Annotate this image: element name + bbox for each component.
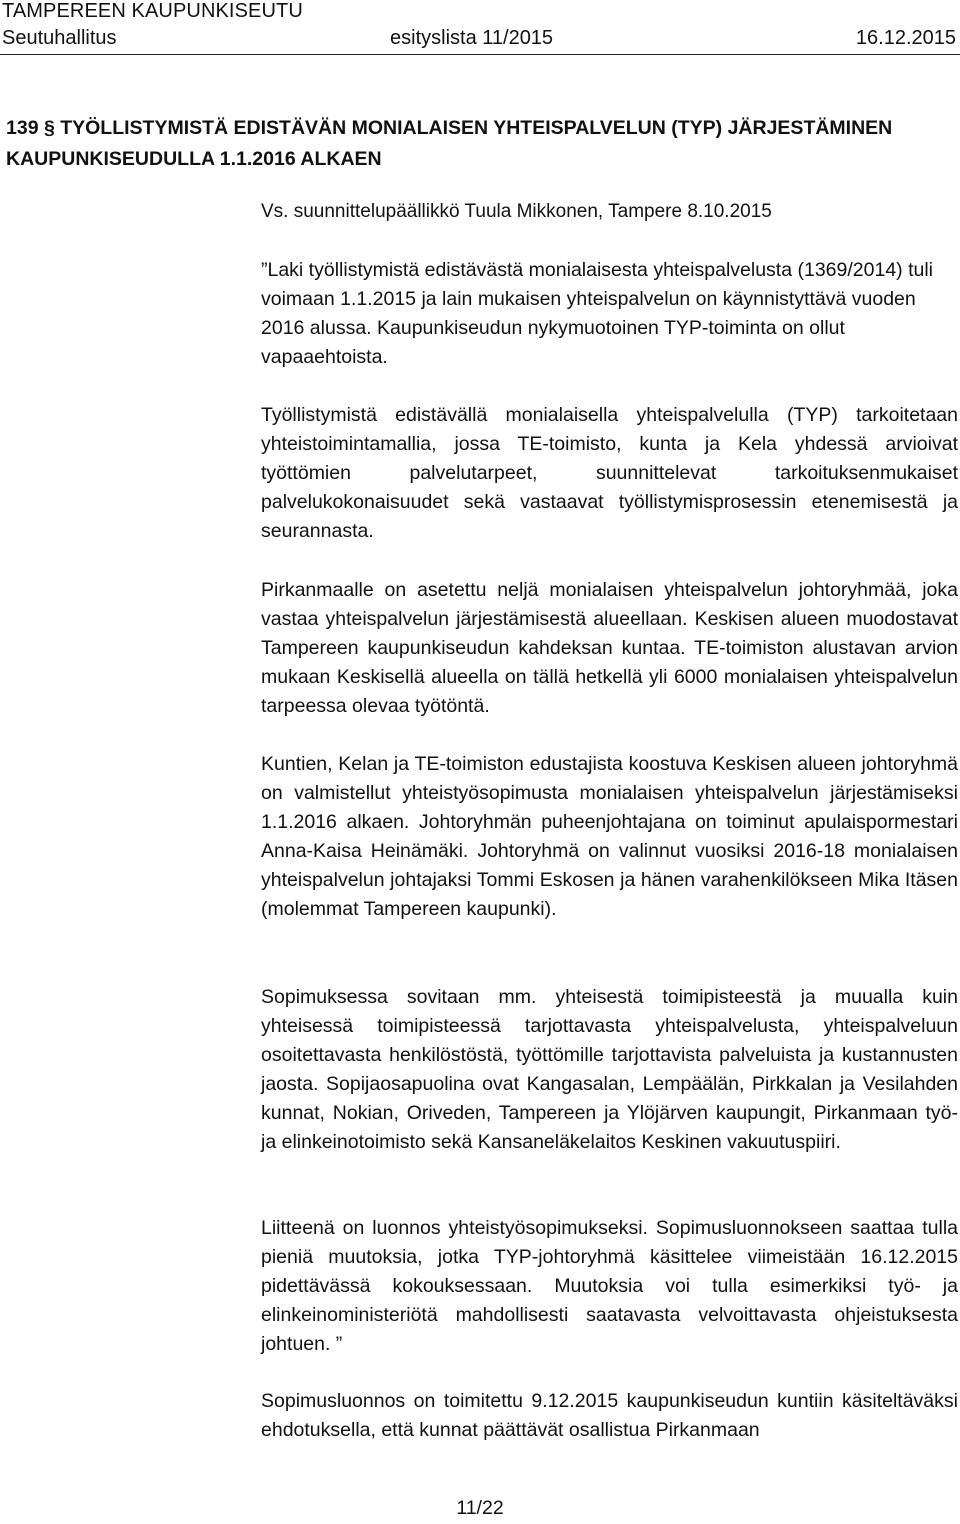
quote-part-2: Kaupunkiseudun nykymuotoinen TYP-toiminta on ollut vapaaehtoista. bbox=[261, 317, 845, 368]
header-divider bbox=[0, 54, 960, 55]
paragraph-text: Työllistymistä edistävällä monialaisella yhteispalvelulla (TYP) tarkoitetaan yhteistoimintamallia, jossa TE-toimisto, kunta ja Kela yhdessä arvioivat työttömien palvelutarpeet, suunnittelevat tarkoituksenmukaiset palvelukokonaisuudet sekä vastaavat työllistymisprosessin etenemisestä ja seurannasta. bbox=[261, 404, 958, 542]
paragraph-steering-group bbox=[261, 750, 958, 924]
paragraph-text: Sopimusluonnos on toimitettu 9.12.2015 kaupunkiseudun kuntiin käsiteltäväksi ehdotuksella, että kunnat päättävät osallistua Pirkanmaan bbox=[261, 1390, 958, 1441]
paragraph-agreement bbox=[261, 983, 958, 1157]
paragraph-pirkanmaa-groups bbox=[261, 576, 958, 721]
quoted-intro bbox=[261, 256, 960, 372]
body-name: Seutuhallitus bbox=[2, 27, 117, 49]
paragraph-text: Pirkanmaalle on asetettu neljä monialaisen yhteispalvelun johtoryhmää, joka vastaa yhteispalvelun järjestämisestä alueellaan. Keskisen alueen muodostavat Tampereen kaupunkiseudun kahdeksan kuntaa. TE-toimiston alustavan arvion mukaan Keskisellä alueella on tällä hetkellä yli 6000 monialaisen yhteispalvelun tarpeessa olevaa työtöntä. bbox=[261, 579, 958, 717]
page-number: 11/22 bbox=[456, 1497, 504, 1519]
item-title: 139 § TYÖLLISTYMISTÄ EDISTÄVÄN MONIALAISEN YHTEISPALVELUN (TYP) JÄRJESTÄMINEN KAUPUNKISEUDULLA 1.1.2016 ALKAEN bbox=[6, 117, 893, 170]
paragraph-typ-definition bbox=[261, 401, 958, 546]
paragraph-text: Kuntien, Kelan ja TE-toimiston edustajista koostuva Keskisen alueen johtoryhmä on valmistellut yhteistyösopimusta monialaisen yhteispalvelun järjestämiseksi 1.1.2016 alkaen. Johtoryhmän puheenjohtajana on toiminut apulaispormestari Anna-Kaisa Heinämäki. Johtoryhmä on valinnut vuosiksi 2016-18 monialaisen yhteispalvelun johtajaksi Tommi Eskosen ja hänen varahenkilökseen Mika Itäsen (molemmat Tampereen kaupunki). bbox=[261, 753, 958, 920]
page-header bbox=[2, 26, 956, 50]
agenda-reference: esityslista 11/2015 bbox=[390, 27, 554, 49]
author-line: Vs. suunnittelupäällikkö Tuula Mikkonen, Tampere 8.10.2015 bbox=[261, 201, 772, 222]
paragraph-text: Sopimuksessa sovitaan mm. yhteisestä toimipisteestä ja muualla kuin yhteisessä toimipisteessä tarjottavasta yhteispalvelusta, yhteispalveluun osoitettavasta henkilöstöstä, työttömille tarjottavista palveluista ja kustannusten jaosta. Sopijaosapuolina ovat Kangasalan, Lempäälän, Pirkkalan ja Vesilahden kunnat, Nokian, Oriveden, Tampereen ja Ylöjärven kaupungit, Pirkanmaan työ- ja elinkeinotoimisto sekä Kansaneläkelaitos Keskinen vakuutuspiiri. bbox=[261, 986, 958, 1153]
organization-name: TAMPEREEN KAUPUNKISEUTU bbox=[2, 0, 303, 22]
meeting-date: 16.12.2015 bbox=[855, 27, 956, 49]
paragraph-attachment bbox=[261, 1214, 958, 1359]
paragraph-text: Liitteenä on luonnos yhteistyösopimukseksi. Sopimusluonnokseen saattaa tulla pieniä muutoksia, jotka TYP-johtoryhmä käsittelee viimeistään 16.12.2015 pidettävässä kokouksessaan. Muutoksia voi tulla esimerkiksi työ- ja elinkeinoministeriötä mahdollisesti saatavasta velvoittavasta ohjeistuksesta johtuen. ” bbox=[261, 1217, 958, 1355]
paragraph-draft-sent bbox=[261, 1387, 958, 1445]
quote-part-1: ”Laki työllistymistä edistävästä monialaisesta yhteispalvelusta (1369/2014) tuli voimaan 1.1.2015 ja lain mukaisen yhteispalvelun on käynnistyttävä vuoden 2016 alussa. bbox=[261, 259, 933, 339]
